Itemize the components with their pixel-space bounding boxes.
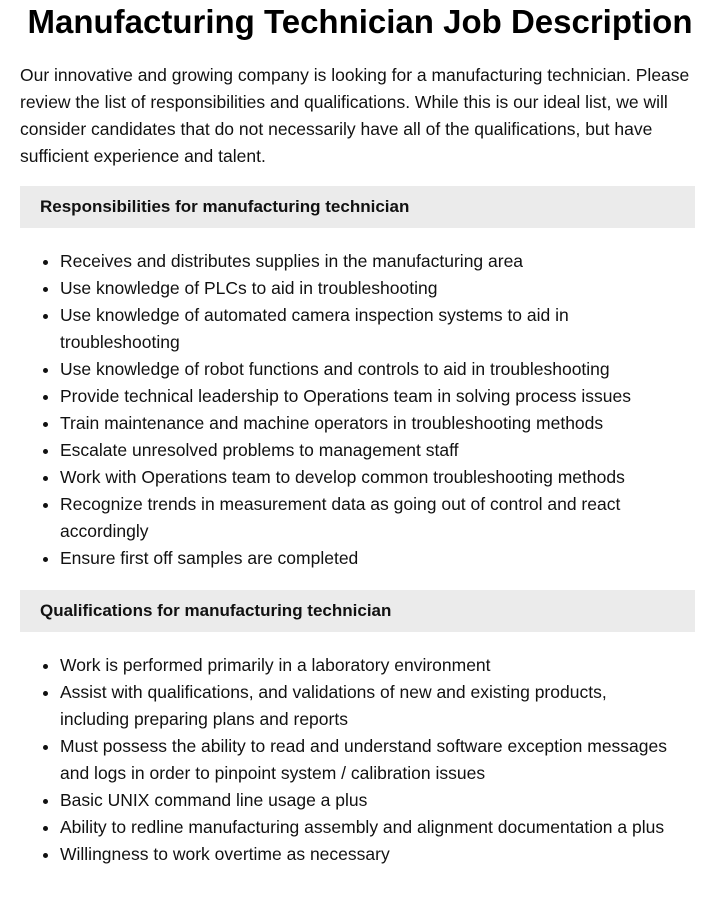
list-item [60,679,680,733]
list-item-text: Ability to redline manufacturing assembly and alignment documentation a plus [60,817,665,837]
list-item-text: Provide technical leadership to Operations team in solving process issues [60,386,631,406]
list-item-text: Recognize trends in measurement data as going out of control and react accordingly [60,494,621,541]
bullet-icon [43,826,48,831]
bullet-icon [43,691,48,696]
list-item [60,841,680,868]
bullet-icon [43,853,48,858]
list-item-text: Work with Operations team to develop common troubleshooting methods [60,467,625,487]
qualifications-heading: Qualifications for manufacturing technician [20,590,695,632]
qualifications-list [0,652,720,868]
responsibilities-list [0,248,720,572]
bullet-icon [43,799,48,804]
list-item-text: Assist with qualifications, and validations of new and existing products, including preparing plans and reports [60,682,607,729]
list-item-text: Must possess the ability to read and understand software exception messages and logs in order to pinpoint system / calibration issues [60,736,668,783]
list-item [60,356,680,383]
bullet-icon [43,476,48,481]
bullet-icon [43,368,48,373]
bullet-icon [43,395,48,400]
list-item [60,248,680,275]
list-item [60,437,680,464]
list-item-text: Use knowledge of PLCs to aid in troubleshooting [60,278,438,298]
list-item [60,464,680,491]
list-item [60,814,680,841]
intro-paragraph: Our innovative and growing company is looking for a manufacturing technician. Please review the list of responsibilities and qualifications. While this is our ideal list, we will consider candidates that do not necessarily have all of the qualifications, but have sufficient experience and talent. [20,65,690,166]
list-item [60,383,680,410]
bullet-icon [43,287,48,292]
list-item-text: Escalate unresolved problems to management staff [60,440,459,460]
list-item [60,545,680,572]
list-item-text: Use knowledge of robot functions and controls to aid in troubleshooting [60,359,610,379]
list-item-text: Ensure first off samples are completed [60,548,359,568]
list-item [60,652,680,679]
list-item-text: Use knowledge of automated camera inspection systems to aid in troubleshooting [60,305,569,352]
list-item-text: Train maintenance and machine operators in troubleshooting methods [60,413,604,433]
bullet-icon [43,260,48,265]
list-item-text: Receives and distributes supplies in the manufacturing area [60,251,524,271]
list-item [60,733,680,787]
bullet-icon [43,503,48,508]
page-title: Manufacturing Technician Job Description [27,3,693,40]
list-item-text: Work is performed primarily in a laboratory environment [60,655,491,675]
responsibilities-heading: Responsibilities for manufacturing technician [20,186,695,228]
list-item [60,275,680,302]
list-item [60,302,680,356]
bullet-icon [43,314,48,319]
list-item-text: Basic UNIX command line usage a plus [60,790,368,810]
bullet-icon [43,745,48,750]
list-item-text: Willingness to work overtime as necessary [60,844,390,864]
list-item [60,410,680,437]
list-item [60,491,680,545]
bullet-icon [43,557,48,562]
list-item [60,787,680,814]
bullet-icon [43,422,48,427]
bullet-icon [43,449,48,454]
bullet-icon [43,664,48,669]
